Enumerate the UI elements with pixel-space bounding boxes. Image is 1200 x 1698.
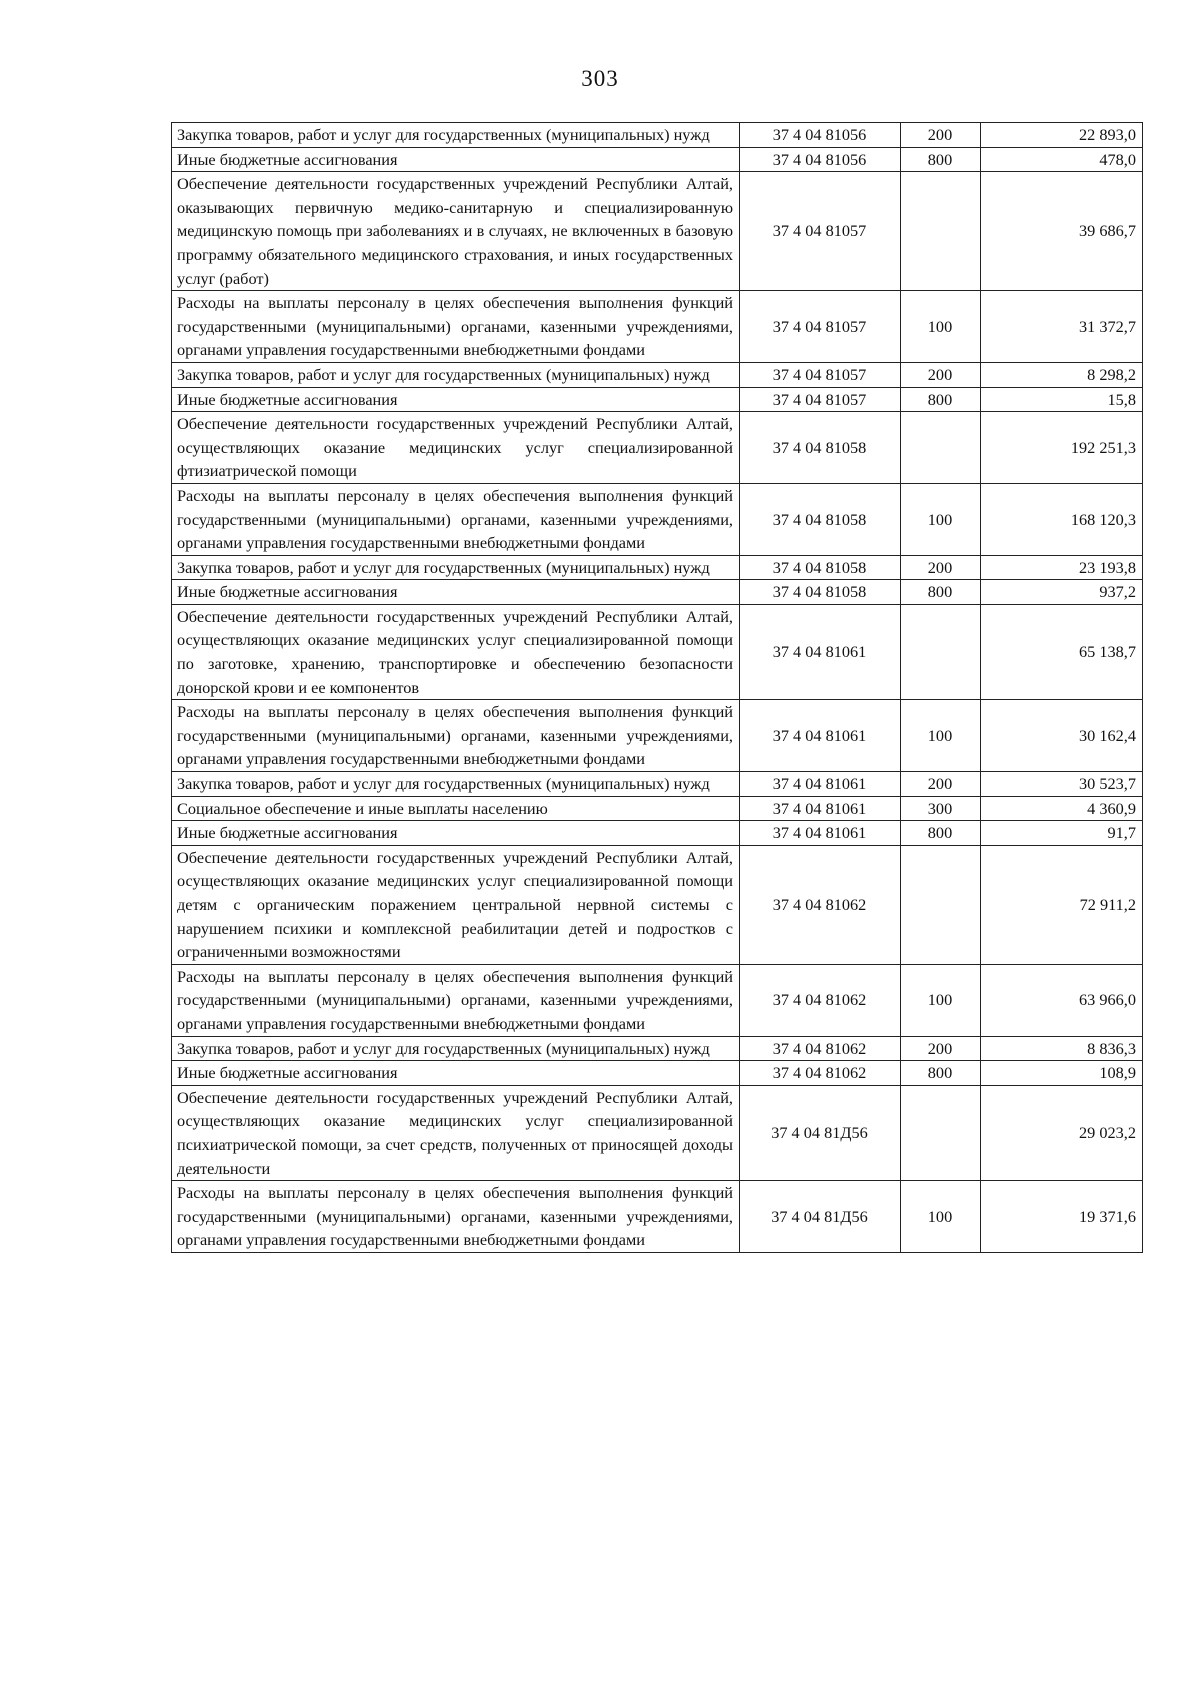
- expense-type-code-cell: 100: [901, 700, 981, 772]
- target-article-code-cell: 37 4 04 81056: [740, 123, 901, 148]
- expense-type-code-cell: 800: [901, 1061, 981, 1086]
- expense-type-code-cell: 100: [901, 483, 981, 555]
- target-article-code-cell: 37 4 04 81057: [740, 387, 901, 412]
- expense-name-cell: Расходы на выплаты персоналу в целях обеспечения выполнения функций государственными (муниципальными) органами, казенными учреждениями, органами управления государственными внебюджетными фондами: [172, 700, 740, 772]
- expense-type-code-cell: 100: [901, 964, 981, 1036]
- target-article-code-cell: 37 4 04 81057: [740, 362, 901, 387]
- target-article-code-cell: 37 4 04 81058: [740, 412, 901, 484]
- amount-cell: 15,8: [981, 387, 1143, 412]
- expense-name-cell: Расходы на выплаты персоналу в целях обеспечения выполнения функций государственными (муниципальными) органами, казенными учреждениями, органами управления государственными внебюджетными фондами: [172, 964, 740, 1036]
- target-article-code-cell: 37 4 04 81062: [740, 1061, 901, 1086]
- expense-type-code-cell: 100: [901, 1181, 981, 1253]
- target-article-code-cell: 37 4 04 81061: [740, 772, 901, 797]
- expense-type-code-cell: 200: [901, 123, 981, 148]
- expense-name-cell: Иные бюджетные ассигнования: [172, 1061, 740, 1086]
- amount-cell: 65 138,7: [981, 604, 1143, 699]
- expense-type-code-cell: [901, 604, 981, 699]
- budget-table-body: [172, 123, 1143, 1253]
- table-row: [172, 964, 1143, 1036]
- target-article-code-cell: 37 4 04 81056: [740, 147, 901, 172]
- target-article-code-cell: 37 4 04 81062: [740, 964, 901, 1036]
- expense-name-cell: Обеспечение деятельности государственных учреждений Республики Алтай, осуществляющих оказание медицинских услуг специализированной помощи детям с органическим поражением центральной нервной системы с нарушением психики и комплексной реабилитации детей и подростков с ограниченными возможностями: [172, 845, 740, 964]
- budget-table: [171, 122, 1143, 1253]
- amount-cell: 8 836,3: [981, 1036, 1143, 1061]
- table-row: [172, 700, 1143, 772]
- table-row: [172, 387, 1143, 412]
- expense-type-code-cell: [901, 412, 981, 484]
- target-article-code-cell: 37 4 04 81061: [740, 821, 901, 846]
- table-row: [172, 580, 1143, 605]
- target-article-code-cell: 37 4 04 81058: [740, 555, 901, 580]
- expense-type-code-cell: 800: [901, 147, 981, 172]
- amount-cell: 168 120,3: [981, 483, 1143, 555]
- amount-cell: 91,7: [981, 821, 1143, 846]
- expense-name-cell: Иные бюджетные ассигнования: [172, 821, 740, 846]
- amount-cell: 23 193,8: [981, 555, 1143, 580]
- table-row: [172, 172, 1143, 291]
- expense-type-code-cell: 100: [901, 291, 981, 363]
- amount-cell: 72 911,2: [981, 845, 1143, 964]
- expense-name-cell: Обеспечение деятельности государственных учреждений Республики Алтай, осуществляющих оказание медицинских услуг специализированной помощи по заготовке, хранению, транспортировке и обеспечению безопасности донорской крови и ее компонентов: [172, 604, 740, 699]
- table-row: [172, 483, 1143, 555]
- table-row: [172, 604, 1143, 699]
- table-row: [172, 1085, 1143, 1180]
- amount-cell: 30 162,4: [981, 700, 1143, 772]
- page-number: 303: [581, 66, 619, 91]
- target-article-code-cell: 37 4 04 81057: [740, 172, 901, 291]
- expense-type-code-cell: [901, 845, 981, 964]
- table-row: [172, 123, 1143, 148]
- table-row: [172, 845, 1143, 964]
- amount-cell: 31 372,7: [981, 291, 1143, 363]
- target-article-code-cell: 37 4 04 81061: [740, 700, 901, 772]
- target-article-code-cell: 37 4 04 81061: [740, 604, 901, 699]
- expense-name-cell: Закупка товаров, работ и услуг для государственных (муниципальных) нужд: [172, 555, 740, 580]
- expense-name-cell: Социальное обеспечение и иные выплаты населению: [172, 796, 740, 821]
- expense-type-code-cell: [901, 1085, 981, 1180]
- expense-name-cell: Иные бюджетные ассигнования: [172, 147, 740, 172]
- expense-name-cell: Расходы на выплаты персоналу в целях обеспечения выполнения функций государственными (муниципальными) органами, казенными учреждениями, органами управления государственными внебюджетными фондами: [172, 291, 740, 363]
- table-row: [172, 796, 1143, 821]
- table-row: [172, 412, 1143, 484]
- expense-name-cell: Обеспечение деятельности государственных учреждений Республики Алтай, оказывающих первичную медико-санитарную и специализированную медицинскую помощь при заболеваниях и в случаях, не включенных в базовую программу обязательного медицинского страхования, и иных государственных услуг (работ): [172, 172, 740, 291]
- expense-type-code-cell: 800: [901, 821, 981, 846]
- table-row: [172, 772, 1143, 797]
- expense-name-cell: Расходы на выплаты персоналу в целях обеспечения выполнения функций государственными (муниципальными) органами, казенными учреждениями, органами управления государственными внебюджетными фондами: [172, 1181, 740, 1253]
- amount-cell: 30 523,7: [981, 772, 1143, 797]
- amount-cell: 29 023,2: [981, 1085, 1143, 1180]
- expense-name-cell: Иные бюджетные ассигнования: [172, 580, 740, 605]
- target-article-code-cell: 37 4 04 81Д56: [740, 1085, 901, 1180]
- target-article-code-cell: 37 4 04 81Д56: [740, 1181, 901, 1253]
- expense-type-code-cell: 800: [901, 580, 981, 605]
- amount-cell: 4 360,9: [981, 796, 1143, 821]
- amount-cell: 39 686,7: [981, 172, 1143, 291]
- target-article-code-cell: 37 4 04 81057: [740, 291, 901, 363]
- target-article-code-cell: 37 4 04 81058: [740, 483, 901, 555]
- expense-type-code-cell: 200: [901, 362, 981, 387]
- amount-cell: 108,9: [981, 1061, 1143, 1086]
- table-row: [172, 821, 1143, 846]
- expense-name-cell: Закупка товаров, работ и услуг для государственных (муниципальных) нужд: [172, 1036, 740, 1061]
- table-row: [172, 362, 1143, 387]
- expense-type-code-cell: 200: [901, 1036, 981, 1061]
- table-row: [172, 1036, 1143, 1061]
- amount-cell: 8 298,2: [981, 362, 1143, 387]
- target-article-code-cell: 37 4 04 81062: [740, 845, 901, 964]
- amount-cell: 478,0: [981, 147, 1143, 172]
- expense-type-code-cell: 200: [901, 555, 981, 580]
- amount-cell: 19 371,6: [981, 1181, 1143, 1253]
- expense-name-cell: Закупка товаров, работ и услуг для государственных (муниципальных) нужд: [172, 772, 740, 797]
- table-row: [172, 1181, 1143, 1253]
- table-row: [172, 555, 1143, 580]
- table-row: [172, 291, 1143, 363]
- amount-cell: 192 251,3: [981, 412, 1143, 484]
- target-article-code-cell: 37 4 04 81058: [740, 580, 901, 605]
- expense-name-cell: Расходы на выплаты персоналу в целях обеспечения выполнения функций государственными (муниципальными) органами, казенными учреждениями, органами управления государственными внебюджетными фондами: [172, 483, 740, 555]
- expense-type-code-cell: [901, 172, 981, 291]
- expense-type-code-cell: 300: [901, 796, 981, 821]
- expense-type-code-cell: 200: [901, 772, 981, 797]
- expense-type-code-cell: 800: [901, 387, 981, 412]
- table-row: [172, 147, 1143, 172]
- expense-name-cell: Иные бюджетные ассигнования: [172, 387, 740, 412]
- expense-name-cell: Обеспечение деятельности государственных учреждений Республики Алтай, осуществляющих оказание медицинских услуг специализированной фтизиатрической помощи: [172, 412, 740, 484]
- target-article-code-cell: 37 4 04 81061: [740, 796, 901, 821]
- expense-name-cell: Закупка товаров, работ и услуг для государственных (муниципальных) нужд: [172, 362, 740, 387]
- expense-name-cell: Закупка товаров, работ и услуг для государственных (муниципальных) нужд: [172, 123, 740, 148]
- amount-cell: 937,2: [981, 580, 1143, 605]
- amount-cell: 63 966,0: [981, 964, 1143, 1036]
- amount-cell: 22 893,0: [981, 123, 1143, 148]
- expense-name-cell: Обеспечение деятельности государственных учреждений Республики Алтай, осуществляющих оказание медицинских услуг специализированной психиатрической помощи, за счет средств, полученных от приносящей доходы деятельности: [172, 1085, 740, 1180]
- target-article-code-cell: 37 4 04 81062: [740, 1036, 901, 1061]
- table-row: [172, 1061, 1143, 1086]
